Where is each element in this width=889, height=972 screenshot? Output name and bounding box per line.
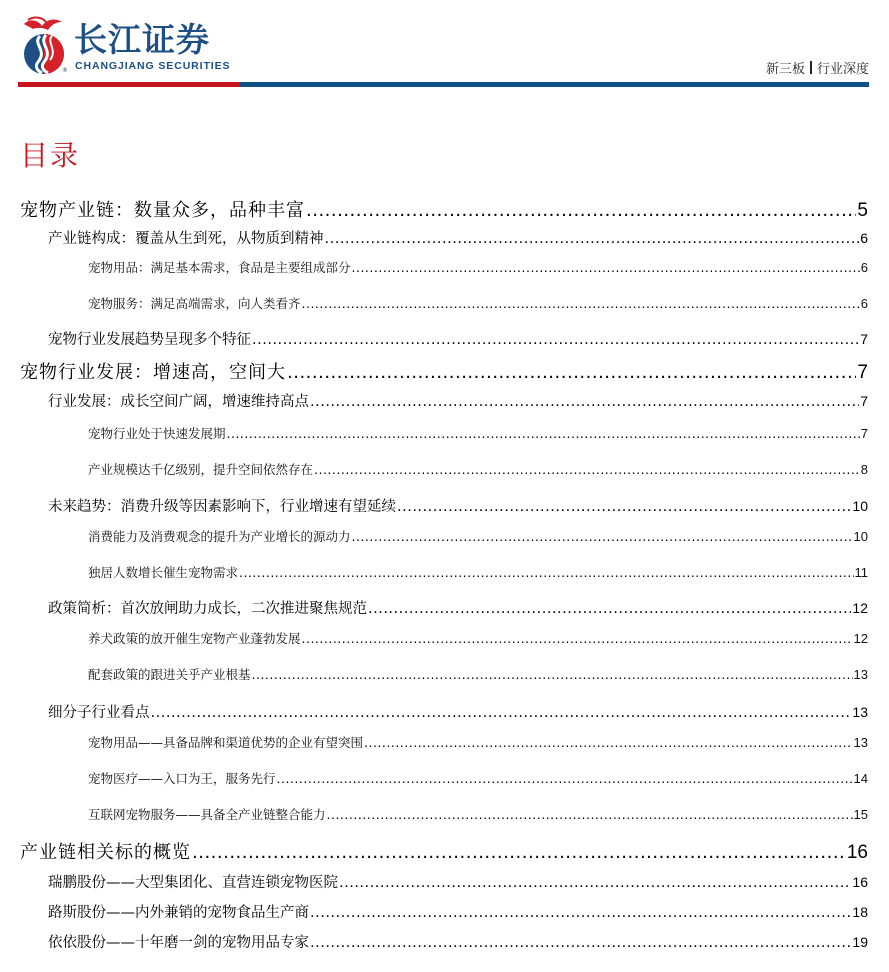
logo-chinese-name: 长江证券 [74,20,210,59]
toc-entry-text: 宠物服务：满足高端需求，向人类看齐 [88,296,301,311]
toc-entry-level3[interactable] [88,424,868,442]
toc-leader-dots [287,362,856,383]
toc-entry-level1[interactable] [20,196,868,222]
toc-entry-level3[interactable] [88,769,868,787]
report-type: 行业深度 [816,62,869,77]
toc-page-number: 5 [857,200,868,221]
toc-page-number: 10 [852,498,868,514]
toc-entry-text: 路斯股份——内外兼销的宠物食品生产商 [48,905,309,921]
toc-page-number: 14 [853,771,868,786]
toc-entry-text: 宠物行业处于快速发展期 [88,426,226,441]
report-category [766,58,869,77]
toc-entry-text: 产业规模达千亿级别，提升空间依然存在 [88,462,314,477]
header-separator [810,61,812,74]
toc-entry-level3[interactable] [88,563,868,581]
changjiang-securities-logo [18,14,248,76]
toc-entry-text: 互联网宠物服务——具备全产业链整合能力 [88,807,326,822]
toc-page-number: 16 [852,874,868,890]
toc-leader-dots [227,426,860,441]
toc-page-number: 6 [860,296,868,311]
toc-entry-level3[interactable] [88,629,868,647]
toc-entry-text: 细分子行业看点 [48,705,150,721]
toc-entry-level3[interactable] [88,460,868,478]
toc-page-number: 13 [853,667,868,682]
toc-entry-level1[interactable] [20,838,868,864]
toc-leader-dots [339,875,851,891]
toc-page-number: 15 [853,807,868,822]
toc-page-number: 19 [852,934,868,950]
toc-entry-text: 消费能力及消费观念的提升为产业增长的源动力 [88,529,351,544]
toc-entry-level3[interactable] [88,527,868,545]
toc-leader-dots [239,565,853,580]
toc-page-number: 16 [846,842,868,863]
toc-leader-dots [151,705,852,721]
toc-entry-level2[interactable] [48,227,868,248]
toc-page-number: 8 [860,462,868,477]
toc-page-number: 7 [857,362,868,383]
toc-entry-text: 依依股份——十年磨一剑的宠物用品专家 [48,935,309,951]
toc-leader-dots [397,499,851,515]
toc-entry-level2[interactable] [48,931,868,952]
toc-leader-dots [368,601,851,617]
toc-leader-dots [302,631,853,646]
toc-page-number: 13 [853,735,868,750]
toc-page-number: 6 [860,260,868,275]
toc-page-number: 18 [852,904,868,920]
toc-leader-dots [314,462,860,477]
toc-leader-dots [352,529,853,544]
toc-page-number: 7 [860,393,868,409]
toc-entry-text: 宠物医疗——入口为王，服务先行 [88,771,276,786]
toc-entry-level1[interactable] [20,358,868,384]
toc-title: 目录 [20,139,81,172]
toc-entry-level2[interactable] [48,597,868,618]
toc-entry-text: 瑞鹏股份——大型集团化、直营连锁宠物医院 [48,875,338,891]
page-header [0,0,889,90]
toc-page-number: 13 [852,704,868,720]
toc-page-number: 12 [853,631,868,646]
toc-entry-level3[interactable] [88,294,868,312]
header-divider-red [18,82,240,87]
toc-leader-dots [302,296,860,311]
toc-page-number: 7 [860,331,868,347]
toc-page-number: 10 [853,529,868,544]
toc-entry-text: 独居人数增长催生宠物需求 [88,565,239,580]
logo-english-name: CHANGJIANG SECURITIES [75,60,231,72]
toc-entry-text: 宠物行业发展趋势呈现多个特征 [48,332,251,348]
report-section: 新三板 [765,62,805,77]
toc-leader-dots [306,200,856,221]
toc-entry-text: 配套政策的跟进关乎产业根基 [88,667,251,682]
toc-entry-level2[interactable] [48,328,868,349]
header-divider-blue [240,82,869,87]
toc-leader-dots [310,905,851,921]
toc-leader-dots [310,394,859,410]
toc-page-number: 11 [854,565,868,580]
toc-entry-text: 宠物用品：满足基本需求，食品是主要组成部分 [88,260,351,275]
toc-leader-dots [364,735,853,750]
toc-entry-text: 政策简析：首次放闸助力成长，二次推进聚焦规范 [48,601,367,617]
toc-entry-text: 宠物产业链：数量众多，品种丰富 [20,200,305,221]
toc-leader-dots [327,807,853,822]
toc-entry-level2[interactable] [48,701,868,722]
toc-leader-dots [325,231,860,247]
toc-entry-text: 产业链相关标的概览 [20,842,191,863]
toc-entry-text: 宠物用品——具备品牌和渠道优势的企业有望突围 [88,735,364,750]
toc-page-number: 12 [852,600,868,616]
toc-entry-text: 产业链构成：覆盖从生到死，从物质到精神 [48,231,324,247]
toc-leader-dots [252,332,859,348]
toc-leader-dots [277,771,853,786]
toc-entry-level3[interactable] [88,258,868,276]
toc-entry-level3[interactable] [88,733,868,751]
toc-page-number: 7 [860,426,868,441]
toc-leader-dots [192,842,846,863]
toc-entry-level3[interactable] [88,805,868,823]
toc-leader-dots [352,260,860,275]
toc-entry-text: 养犬政策的放开催生宠物产业蓬勃发展 [88,631,301,646]
toc-leader-dots [252,667,853,682]
toc-entry-text: 宠物行业发展：增速高，空间大 [20,362,286,383]
toc-entry-level2[interactable] [48,495,868,516]
toc-page-number: 6 [860,230,868,246]
toc-entry-level2[interactable] [48,390,868,411]
toc-leader-dots [310,935,851,951]
toc-entry-level3[interactable] [88,665,868,683]
toc-entry-level2[interactable] [48,901,868,922]
toc-entry-text: 未来趋势：消费升级等因素影响下，行业增速有望延续 [48,499,396,515]
toc-entry-level2[interactable] [48,871,868,892]
registered-mark: ® [62,67,68,74]
toc-entry-text: 行业发展：成长空间广阔，增速维持高点 [48,394,309,410]
